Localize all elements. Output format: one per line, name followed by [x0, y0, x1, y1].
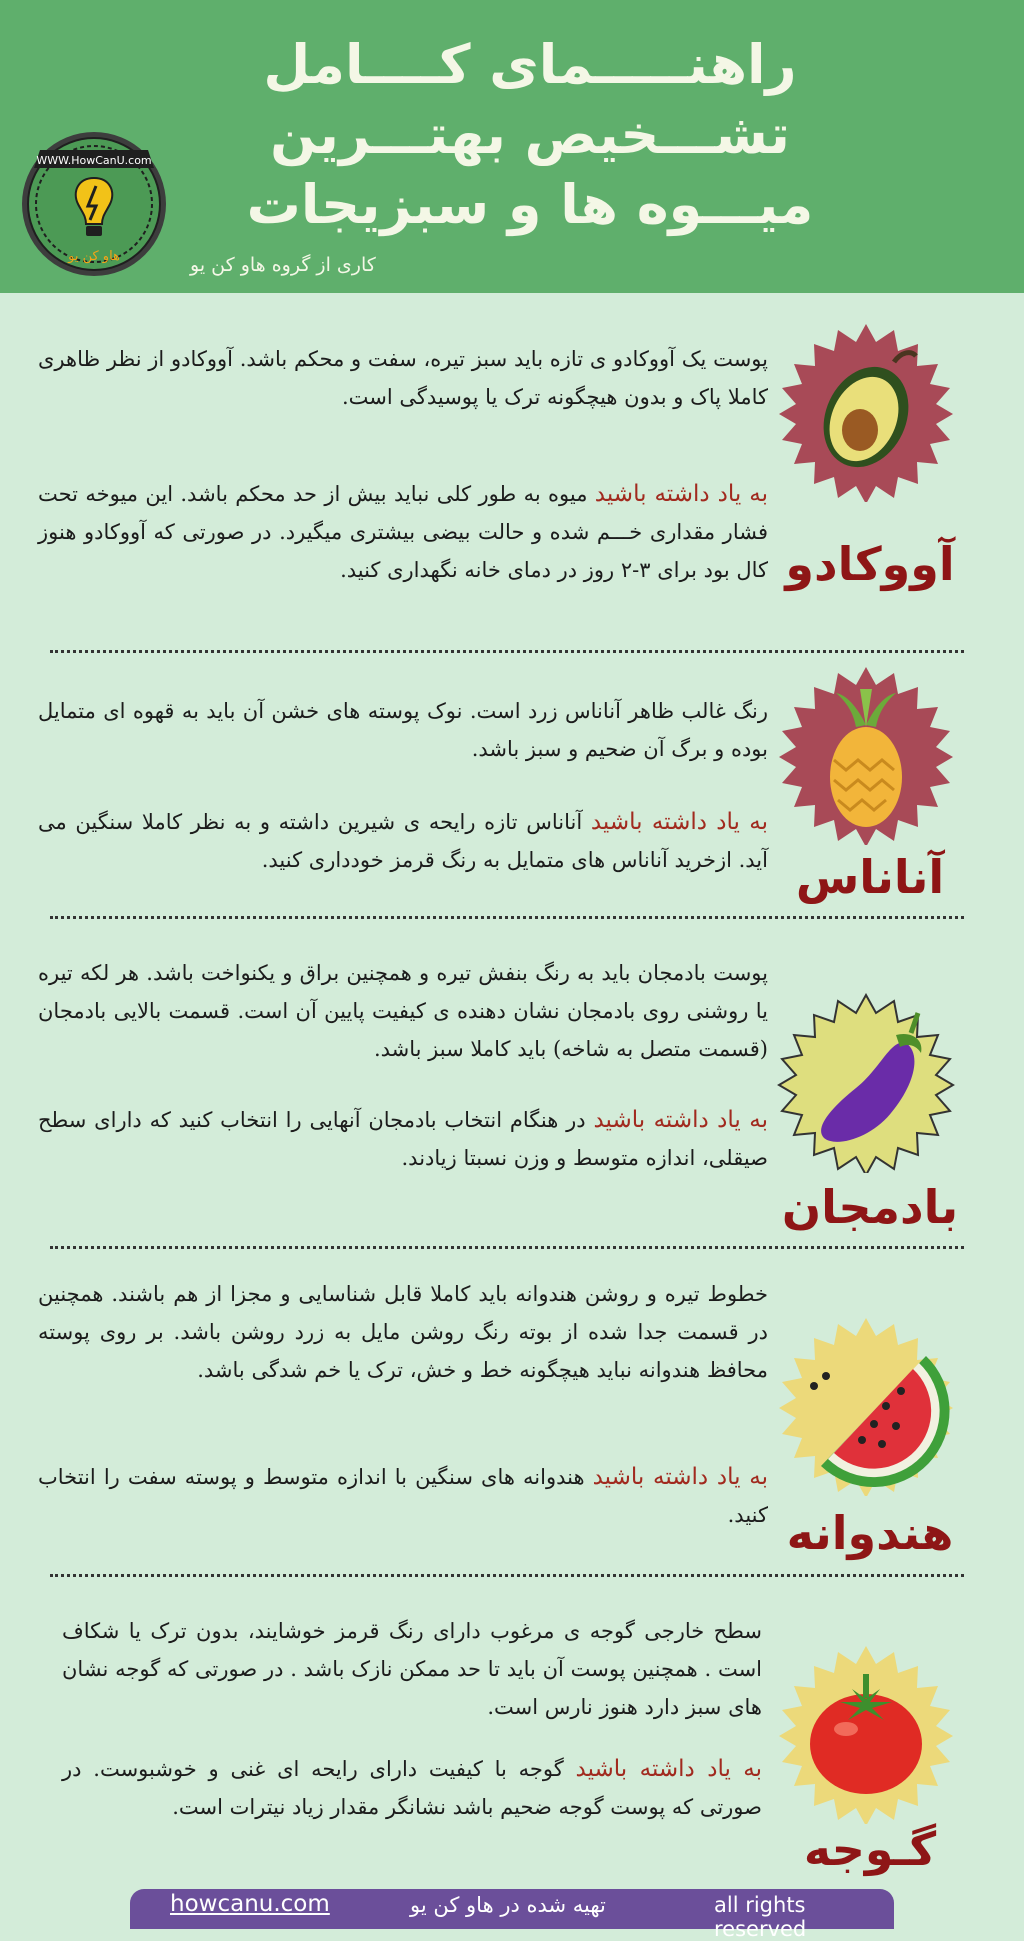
- eggplant-tip-text: در هنگام انتخاب بادمجان آنهایی را انتخاب کنید که دارای سطح صیقلی، اندازه متوسط و وزن نسبتا زیادند.: [38, 1108, 768, 1170]
- divider: [50, 650, 964, 653]
- footer-site-link[interactable]: howcanu.com: [170, 1891, 330, 1917]
- title-line-2: تشـــخیص بهتـــرین: [270, 103, 790, 166]
- avocado-tip: [38, 475, 768, 589]
- watermelon-tip-text: هندوانه های سنگین با اندازه متوسط و پوسته سفت را انتخاب کنید.: [38, 1465, 768, 1527]
- pineapple-description: رنگ غالب ظاهر آناناس زرد است. نوک پوسته های خشن آن باید به قهوه ای متمایل بوده و برگ آن ضحیم و سبز باشد.: [38, 699, 768, 761]
- footer-made-by: تهیه شده در هاو کن یو: [410, 1893, 606, 1917]
- pineapple-name: آناناس: [795, 850, 945, 904]
- eggplant-icon: [776, 993, 956, 1173]
- howcanu-logo: [18, 128, 170, 280]
- watermelon-name: هندوانه: [786, 1506, 954, 1560]
- avocado-description: پوست یک آووکادو ی تازه باید سبز تیره، سفت و محکم باشد. آووکادو از نظر ظاهری کاملا پاک و بدون هیچگونه ترک یا پوسیدگی است.: [38, 347, 768, 409]
- avocado-tip-text: میوه به طور کلی نباید بیش از حد محکم باشد. این میوخه تحت فشار مقداری خـــم شده و حالت بیضی بیشتری میگیرد. در صورتی که آووکادو هنوز کال بود برای ۳-۲ روز در دمای خانه نگهداری کنید.: [38, 482, 768, 582]
- pineapple-icon: [776, 665, 956, 845]
- remember-label: به یاد داشته باشید: [575, 1756, 762, 1782]
- header-banner: [0, 0, 1024, 293]
- watermelon-description: خطوط تیره و روشن هندوانه باید کاملا قابل شناسایی و مجزا از هم باشند. همچنین در قسمت جدا شده از بوته رنگ روشن مایل به زرد روشن باشد. بر روی پوسته محافظ هندوانه نباید هیچگونه خط و خش، ترک یا خم شدگی باشد.: [38, 1282, 768, 1382]
- divider: [50, 1246, 964, 1249]
- footer-bar: [130, 1889, 894, 1941]
- remember-label: به یاد داشته باشید: [592, 1464, 768, 1490]
- divider: [50, 1574, 964, 1577]
- title-line-1: راهنـــــمای کــــامل: [263, 33, 797, 96]
- logo-text-bottom: هاو کن یو: [68, 249, 120, 264]
- watermelon-icon: [776, 1316, 956, 1496]
- watermelon-tip: [38, 1458, 768, 1534]
- eggplant-name: بادمجان: [781, 1180, 959, 1234]
- pineapple-tip: [38, 803, 768, 879]
- remember-label: به یاد داشته باشید: [594, 481, 768, 507]
- tomato-name: گـوجه: [803, 1822, 937, 1876]
- title-line-3: میـــوه ها و سبزیجات: [246, 173, 814, 236]
- subtitle: کاری از گروه هاو کن یو: [190, 254, 376, 276]
- tomato-tip-text: گوجه با کیفیت دارای رایحه ای غنی و خوشبوست. در صورتی که پوست گوجه ضحیم باشد نشانگر مقدار زیاد نیترات است.: [62, 1757, 762, 1819]
- remember-label: به یاد داشته باشید: [590, 809, 768, 835]
- tomato-description: سطح خارجی گوجه ی مرغوب دارای رنگ قرمز خوشایند، بدون ترک یا شکاف است . همچنین پوست آن باید تا حد ممکن نازک باشد . در صورتی که گوجه نشان های سبز دارد هنوز نارس است.: [62, 1619, 762, 1719]
- remember-label: به یاد داشته باشید: [593, 1107, 768, 1133]
- eggplant-description: پوست بادمجان باید به رنگ بنفش تیره و همچنین براق و یکنواخت باشد. هر لکه تیره یا روشنی روی بادمجان نشان دهنده ی کیفیت پایین آن است. قسمت بالایی بادمجان (قسمت متصل به شاخه) باید کاملا سبز باشد.: [38, 961, 768, 1061]
- divider: [50, 916, 964, 919]
- footer-rights: all rights reserved: [714, 1893, 807, 1941]
- tomato-tip: [62, 1750, 762, 1826]
- avocado-icon: [776, 322, 956, 502]
- pineapple-tip-text: آناناس تازه رایحه ی شیرین داشته و به نظر کاملا سنگین می آید. ازخرید آناناس های متمایل به رنگ قرمز خودداری کنید.: [38, 810, 768, 872]
- avocado-name: آووکادو: [785, 537, 955, 591]
- eggplant-tip: [38, 1101, 768, 1177]
- logo-text-top: WWW.HowCanU.com: [36, 154, 152, 167]
- tomato-icon: [776, 1644, 956, 1824]
